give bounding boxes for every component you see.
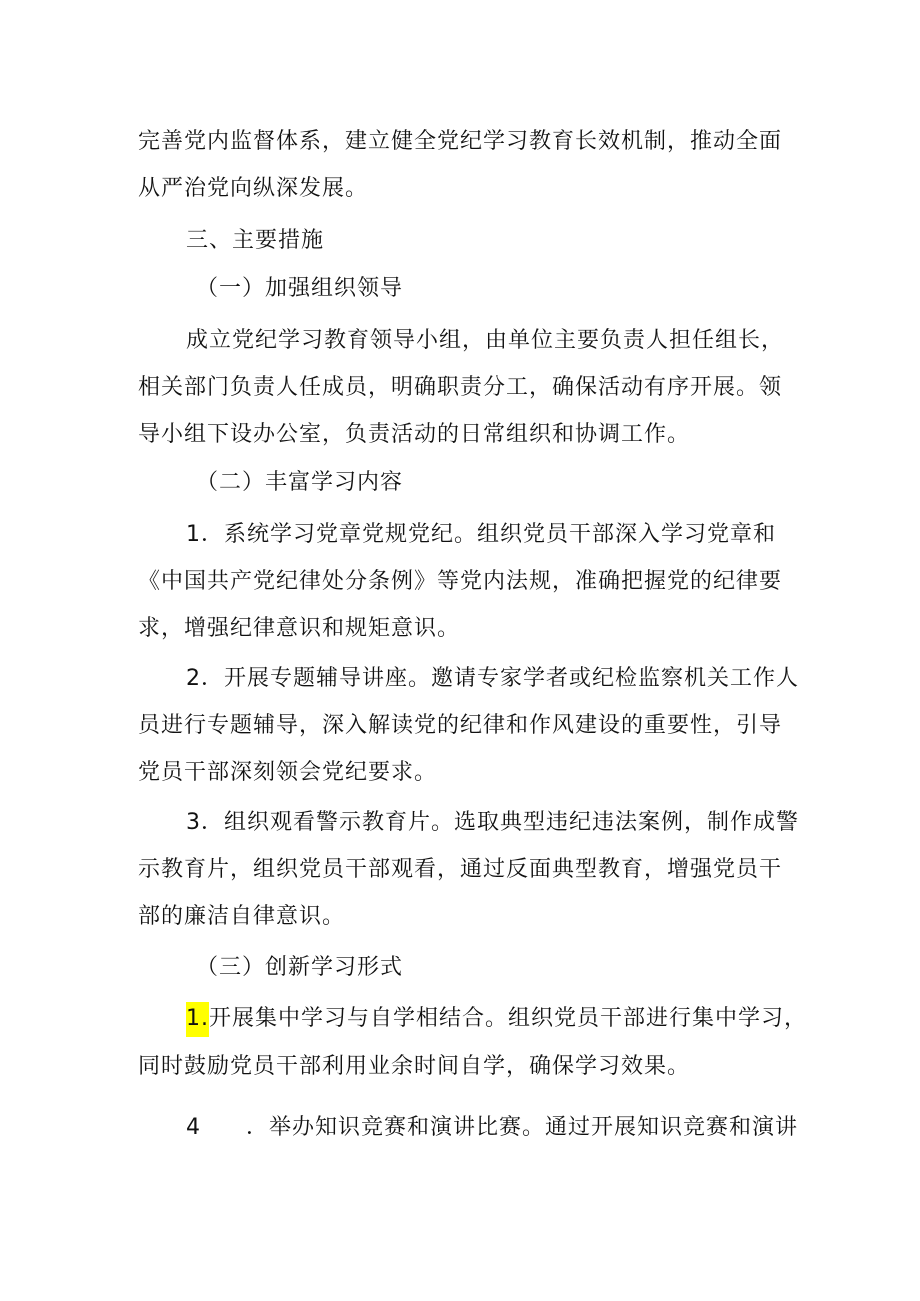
paragraph-line: 完善党内监督体系，建立健全党纪学习教育长效机制，推动全面: [138, 129, 783, 154]
list-marker-4: 4: [186, 1115, 201, 1140]
subsection-heading: （一）加强组织领导: [196, 276, 404, 301]
paragraph-line: 从严治党向纵深发展。: [138, 176, 369, 201]
paragraph-line: 党员干部深刻领会党纪要求。: [138, 760, 438, 785]
paragraph-line: 部的廉洁自律意识。: [138, 904, 346, 929]
subsection-heading: （三）创新学习形式: [196, 955, 404, 980]
paragraph-line: 1．系统学习党章党规党纪。组织党员干部深入学习党章和: [186, 522, 776, 547]
paragraph-line: 员进行专题辅导，深入解读党的纪律和作风建设的重要性，引导: [138, 713, 783, 738]
paragraph-text: 开展集中学习与自学相结合。组织党员干部进行集中学习，: [209, 1006, 808, 1031]
highlighted-list-marker: 1.: [186, 1002, 209, 1037]
paragraph-line: 求，增强纪律意识和规矩意识。: [138, 616, 461, 641]
paragraph-line: 《中国共产党纪律处分条例》等党内法规，准确把握党的纪律要: [138, 569, 783, 594]
subsection-heading: （二）丰富学习内容: [196, 470, 404, 495]
paragraph-line: 示教育片，组织党员干部观看，通过反面典型教育，增强党员干: [138, 857, 783, 882]
paragraph-line: 3．组织观看警示教育片。选取典型违纪违法案例，制作成警: [186, 810, 799, 835]
paragraph-line: ．举办知识竞赛和演讲比赛。通过开展知识竞赛和演讲: [246, 1115, 799, 1140]
paragraph-line: [186, 1004, 807, 1034]
paragraph-line: 成立党纪学习教育领导小组，由单位主要负责人担任组长，: [186, 328, 785, 353]
section-heading: 三、主要措施: [186, 228, 325, 253]
paragraph-line: 导小组下设办公室，负责活动的日常组织和协调工作。: [138, 422, 691, 447]
paragraph-line: 相关部门负责人任成员，明确职责分工，确保活动有序开展。领: [138, 375, 783, 400]
paragraph-line: 2．开展专题辅导讲座。邀请专家学者或纪检监察机关工作人: [186, 666, 799, 691]
paragraph-line: 同时鼓励党员干部利用业余时间自学，确保学习效果。: [138, 1054, 691, 1079]
